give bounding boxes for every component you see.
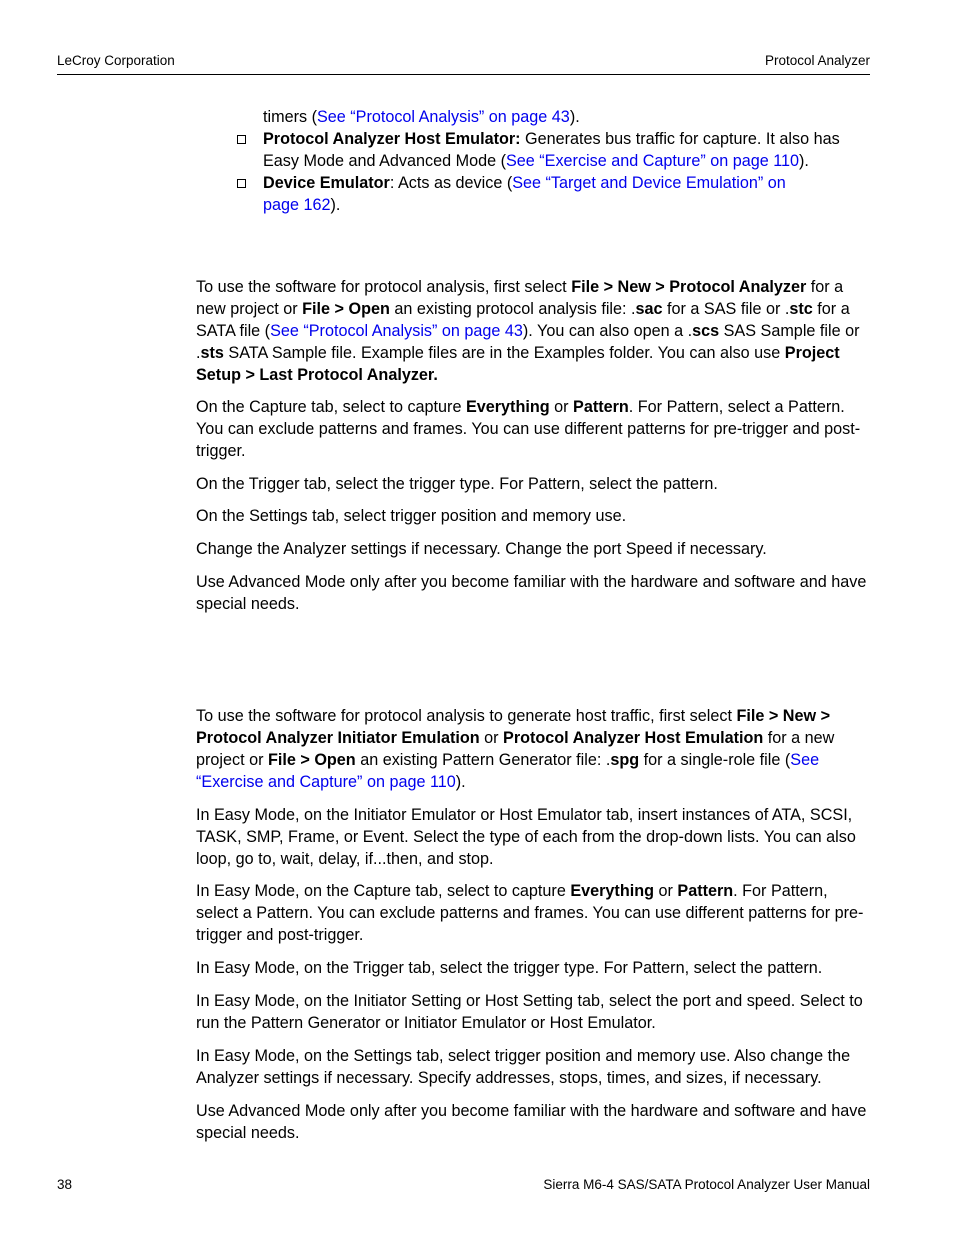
paragraph: On the Settings tab, select trigger position and memory use. — [196, 507, 627, 525]
list-item: Device Emulator: Acts as device (See “Target and Device Emulation” on page 162). — [235, 172, 823, 216]
link-protocol-analysis[interactable]: See “Protocol Analysis” on page 43 — [270, 322, 523, 340]
paragraph: Use Advanced Mode only after you become familiar with the hardware and software and have special needs. — [196, 573, 867, 613]
continued-text: timers (See “Protocol Analysis” on page 43). — [263, 108, 580, 126]
paragraph: Change the Analyzer settings if necessary. Change the port Speed if necessary. — [196, 540, 767, 558]
running-footer-title: Sierra M6-4 SAS/SATA Protocol Analyzer User Manual — [543, 1177, 870, 1192]
paragraph: To use the software for protocol analysis, first select File > New > Protocol Analyzer for a new project or File > Open an existing protocol analysis file: .sac for a SAS file or .stc for a SATA file (See “Protocol Analysis” on page 43). You can also open a .scs SAS Sample file or .sts SATA Sample file. Example files are in the Examples folder. You can also use Project Setup > Last Protocol Analyzer. — [196, 278, 860, 384]
running-header-right: Protocol Analyzer — [764, 53, 870, 68]
header-rule — [57, 74, 870, 75]
paragraph: To use the software for protocol analysis to generate host traffic, first select File > New > Protocol Analyzer Initiator Emulation or Protocol Analyzer Host Emulation for a new project or File > Open an existing Pattern Generator file: .spg for a single-role file (See “Exercise and Capture” on page 110). — [196, 707, 835, 791]
running-header-left: LeCroy Corporation — [57, 53, 175, 68]
paragraph: On the Capture tab, select to capture Everything or Pattern. For Pattern, select a Pattern. You can exclude patterns and frames. You can use different patterns for pre-trigger and post-trigger. — [196, 398, 861, 460]
paragraph: In Easy Mode, on the Settings tab, select trigger position and memory use. Also change the Analyzer settings if necessary. Specify addresses, stops, times, and sizes, if necessary. — [196, 1047, 851, 1087]
section-host-traffic — [196, 705, 870, 1144]
link-exercise-capture[interactable]: See “Exercise and Capture” on page 110 — [196, 751, 820, 791]
list-item: Protocol Analyzer Host Emulator: Generates bus traffic for capture. It also has Easy Mode and Advanced Mode (See “Exercise and Capture” on page 110). — [235, 128, 875, 172]
checkbox-bullet-icon — [237, 179, 246, 188]
link-protocol-analysis[interactable]: See “Protocol Analysis” on page 43 — [316, 108, 570, 126]
section-protocol-analysis — [196, 276, 870, 615]
paragraph: Use Advanced Mode only after you become familiar with the hardware and software and have special needs. — [196, 1102, 867, 1142]
paragraph: On the Trigger tab, select the trigger type. For Pattern, select the pattern. — [196, 475, 718, 493]
paragraph: In Easy Mode, on the Initiator Setting or Host Setting tab, select the port and speed. Select to run the Pattern Generator or Initiator Emulator or Host Emulator. — [196, 992, 863, 1032]
paragraph: In Easy Mode, on the Trigger tab, select the trigger type. For Pattern, select the pattern. — [196, 959, 823, 977]
link-target-device-emulation[interactable]: See “Target and Device Emulation” on page 162 — [263, 174, 786, 214]
paragraph: In Easy Mode, on the Initiator Emulator or Host Emulator tab, insert instances of ATA, SCSI, TASK, SMP, Frame, or Event. Select the type of each from the drop-down lists. You can also loop, go to, wait, delay, if...then, and stop. — [196, 806, 856, 868]
feature-list — [235, 128, 875, 216]
paragraph: In Easy Mode, on the Capture tab, select to capture Everything or Pattern. For Pattern, select a Pattern. You can exclude patterns and frames. You can use different patterns for pre-trigger and post-trigger. — [196, 882, 864, 944]
link-exercise-capture[interactable]: See “Exercise and Capture” on page 110 — [505, 152, 800, 170]
page-number: 38 — [57, 1177, 73, 1192]
checkbox-bullet-icon — [237, 135, 246, 144]
